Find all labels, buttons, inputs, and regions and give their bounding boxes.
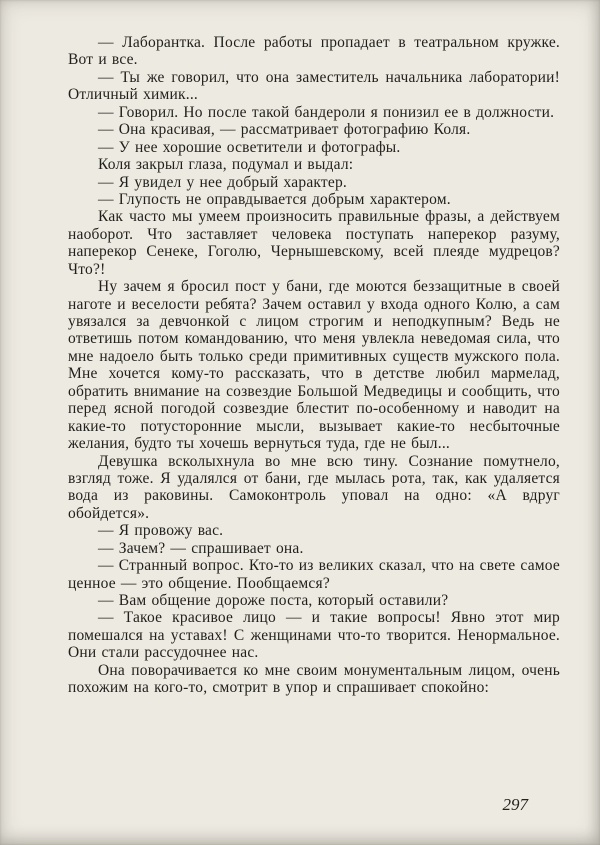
paragraph: — Такое красивое лицо — и такие вопросы! Явно этот мир помешался на уставах! С женщинами что-то творится. Ненормальное. Они стали рассудочнее нас. [68,609,560,662]
paragraph: — У нее хорошие осветители и фотографы. [98,138,401,156]
paragraph: — Говорил. Но после такой бандероли я понизил ее в должности. [98,103,555,121]
paragraph: Она поворачивается ко мне своим монументальным лицом, очень похожим на кого-то, смотрит в упор и спрашивает спокойно: [68,661,560,697]
paragraph: — Она красивая, — рассматривает фотографию Коля. [98,121,471,139]
paragraph: — Я увидел у нее добрый характер. [98,173,347,191]
paragraph: Коля закрыл глаза, подумал и выдал: [98,156,354,174]
page-text-block [68,34,560,697]
paragraph: Ну зачем я бросил пост у бани, где моются беззащитные в своей наготе и веселости ребята? Зачем оставил у входа одного Колю, а сам увязался за девчонкой с лицом строгим и неподкупным? Ведь не ответишь потом командованию, что меня увлекла неведомая сила, что мне надоело быть только среди примитивных существ мужского пола. Мне хочется кому-то рассказать, что в детстве любил мармелад, обратить внимание на созвездие Большой Медведицы и сообщить, что перед ясной погодой созвездие блестит по-особенному и наводит на какие-то потусторонние мысли, вызывает какие-то несбыточные желания, будто ты хочешь вернуться туда, где не был... [68,278,560,453]
paragraph: Как часто мы умеем произносить правильные фразы, а действуем наоборот. Что заставляет человека поступать наперекор разуму, наперекор Сенеке, Гоголю, Чернышевскому, всей плеяде мудрецов? Что?! [68,208,560,278]
page-number: 297 [502,795,528,814]
paragraph: — Я провожу вас. [98,522,224,540]
paragraph: — Зачем? — спрашивает она. [98,539,304,557]
paragraph: — Вам общение дороже поста, который оставили? [98,592,449,609]
paragraph: — Странный вопрос. Кто-то из великих сказал, что на свете самое ценное — это общение. Пообщаемся? [68,557,560,592]
paragraph: — Глупость не оправдывается добрым характером. [98,190,451,208]
paragraph: Девушка всколыхнула во мне всю тину. Сознание помутнело, взгляд тоже. Я удалялся от бани, где мылась рота, так, как удаляется вода из раковины. Самоконтроль уповал на одно: «А вдруг обойдется». [68,452,560,522]
paragraph: — Лаборантка. После работы пропадает в театральном кружке. Вот и все. [68,34,560,69]
paragraph: — Ты же говорил, что она заместитель начальника лаборатории! Отличный химик... [68,68,560,104]
